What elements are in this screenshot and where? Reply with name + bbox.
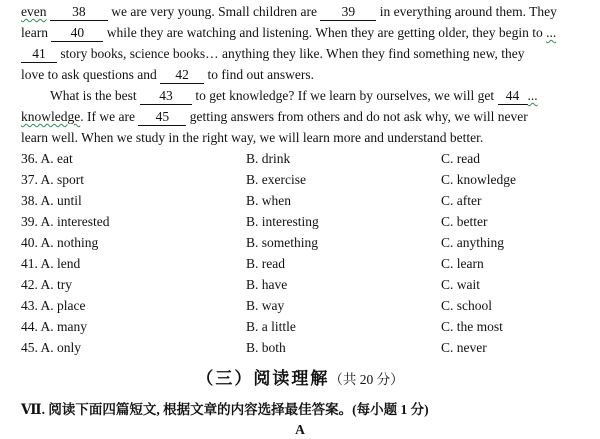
- option-c: C. anything: [441, 235, 504, 250]
- passage-line-3: [21, 46, 525, 63]
- blank-45: 45: [138, 109, 186, 126]
- blank-39: 39: [320, 4, 376, 21]
- passage-line-7: [21, 130, 483, 146]
- section-title: （三）阅读理解: [196, 369, 330, 388]
- text-segment: even: [21, 4, 47, 19]
- option-b: B. something: [246, 235, 319, 250]
- option-row: [21, 172, 581, 193]
- option-row: [21, 340, 581, 361]
- text-segment: knowledge: [21, 109, 81, 124]
- blank-38: 38: [50, 4, 108, 21]
- option-a: 45. A. only: [21, 340, 82, 355]
- option-b: B. way: [246, 298, 285, 313]
- option-b: B. when: [246, 193, 291, 208]
- text-segment: ...: [527, 88, 538, 103]
- passage-label: A: [295, 422, 305, 437]
- text-segment: ...: [546, 25, 557, 40]
- text-segment: to find out answers.: [207, 67, 314, 82]
- passage-line-5: [50, 88, 538, 105]
- option-b: B. interesting: [246, 214, 319, 229]
- option-row: [21, 235, 581, 256]
- option-row: [21, 277, 581, 298]
- option-c: C. never: [441, 340, 487, 355]
- text-segment: in everything around them. They: [379, 4, 557, 19]
- option-b: B. have: [246, 277, 288, 292]
- option-b: B. both: [246, 340, 286, 355]
- passage-line-1: [21, 4, 557, 21]
- option-row: [21, 319, 581, 340]
- blank-44: 44: [498, 88, 528, 105]
- option-row: [21, 298, 581, 319]
- passage-line-4: [21, 67, 314, 84]
- option-a: 41. A. lend: [21, 256, 81, 271]
- option-a: 38. A. until: [21, 193, 82, 208]
- blank-42: 42: [160, 67, 204, 84]
- section-instruction: Ⅶ. 阅读下面四篇短文, 根据文章的内容选择最佳答案。(每小题 1 分): [21, 402, 429, 417]
- blank-41: 41: [21, 46, 57, 63]
- option-b: B. exercise: [246, 172, 306, 187]
- text-segment: while they are watching and listening. When they are getting older, they begin to: [106, 25, 543, 40]
- passage-line-2: [21, 25, 556, 42]
- text-segment: to get knowledge? If we learn by ourselves, we will get: [195, 88, 495, 103]
- option-row: [21, 256, 581, 277]
- blank-43: 43: [140, 88, 192, 105]
- option-row: [21, 151, 581, 172]
- passage-line-6: [21, 109, 528, 126]
- option-b: B. a little: [246, 319, 296, 334]
- option-b: B. drink: [246, 151, 291, 166]
- option-b: B. read: [246, 256, 285, 271]
- option-a: 44. A. many: [21, 319, 87, 334]
- text-segment: What is the best: [50, 88, 137, 103]
- text-segment: story books, science books… anything they like. When they find something new, they: [60, 46, 525, 61]
- option-a: 36. A. eat: [21, 151, 73, 166]
- option-a: 40. A. nothing: [21, 235, 99, 250]
- option-c: C. wait: [441, 277, 480, 292]
- option-row: [21, 214, 581, 235]
- text-segment: getting answers from others and do not ask why, we will never: [189, 109, 528, 124]
- option-c: C. knowledge: [441, 172, 516, 187]
- option-c: C. learn: [441, 256, 484, 271]
- option-a: 39. A. interested: [21, 214, 110, 229]
- text-segment: love to ask questions and: [21, 67, 157, 82]
- option-c: C. school: [441, 298, 493, 313]
- text-segment: we are very young. Small children are: [111, 4, 318, 19]
- option-a: 42. A. try: [21, 277, 73, 292]
- option-c: C. after: [441, 193, 482, 208]
- option-row: [21, 193, 581, 214]
- text-segment: learn well. When we study in the right way, we will learn more and understand better.: [21, 130, 484, 145]
- option-c: C. the most: [441, 319, 503, 334]
- section-heading: [0, 364, 600, 389]
- text-segment: learn: [21, 25, 48, 40]
- option-c: C. read: [441, 151, 480, 166]
- blank-40: 40: [51, 25, 103, 42]
- text-segment: . If we are: [80, 109, 135, 124]
- option-a: 37. A. sport: [21, 172, 85, 187]
- section-points: （共 20 分）: [329, 372, 404, 387]
- option-a: 43. A. place: [21, 298, 86, 313]
- option-c: C. better: [441, 214, 488, 229]
